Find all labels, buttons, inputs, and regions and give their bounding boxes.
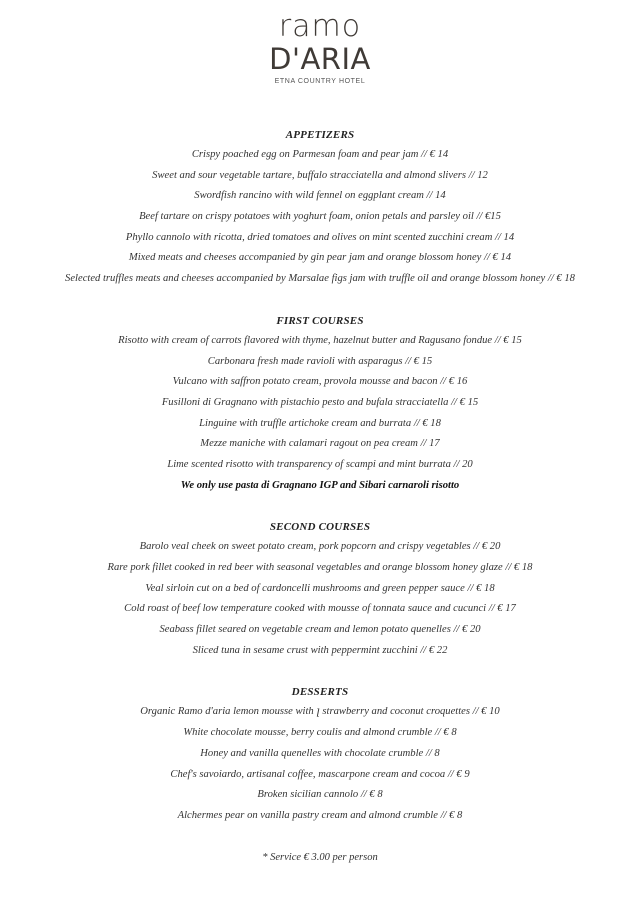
menu-item: Broken sicilian cannolo // € 8 [257, 789, 383, 801]
section-divider [0, 827, 640, 848]
menu-item: Rare pork fillet cooked in red beer with seasonal vegetables and orange blossom honey glaze // € 18 [107, 562, 533, 573]
logo-wordmark-daria: D'ARIA [269, 42, 371, 76]
section-title-first-courses: FIRST COURSES [276, 314, 364, 327]
menu-item: Seabass fillet seared on vegetable cream and lemon potato quenelles // € 20 [159, 624, 481, 636]
menu-item: Risotto with cream of carrots flavored with thyme, hazelnut butter and Ragusano fondue // € 15 [118, 334, 522, 346]
menu-item: Honey and vanilla quenelles with chocolate crumble // 8 [200, 747, 440, 759]
section-second-courses [0, 517, 640, 661]
pasta-note: We only use pasta di Gragnano IGP and Sibari carnaroli risotto [180, 479, 460, 491]
menu-item: Lime scented risotto with transparency of scampi and mint burrata // 20 [167, 458, 473, 470]
menu-body [0, 125, 640, 868]
section-divider [0, 496, 640, 517]
menu-item: Organic Ramo d'aria lemon mousse with ꞁ strawberry and coconut croquettes // € 10 [140, 706, 500, 718]
section-first-courses [0, 311, 640, 497]
section-title-second-courses: SECOND COURSES [269, 521, 371, 534]
section-title-appetizers: APPETIZERS [285, 129, 355, 141]
section-divider [0, 661, 640, 682]
menu-item: Linguine with truffle artichoke cream and burrata // € 18 [199, 417, 441, 429]
menu-item: Carbonara fresh made ravioli with asparagus // € 15 [207, 355, 433, 367]
menu-item: Vulcano with saffron potato cream, provola mousse and bacon // € 16 [172, 376, 468, 388]
logo-tagline: ETNA COUNTRY HOTEL [274, 78, 366, 85]
section-divider [0, 290, 640, 311]
menu-item: Phyllo cannolo with ricotta, dried tomatoes and olives on mint scented zucchini cream // 14 [125, 231, 515, 243]
menu-item: Chef's savoiardo, artisanal coffee, mascarpone cream and cocoa // € 9 [170, 768, 470, 780]
menu-item: Selected truffles meats and cheeses accompanied by Marsalae figs jam with truffle oil and orange blossom honey // € 18 [65, 273, 575, 285]
service-charge-note: * Service € 3.00 per person [262, 851, 378, 863]
menu-item: Cold roast of beef low temperature cooked with mousse of tonnata sauce and cucunci // € 17 [124, 603, 516, 615]
section-title-desserts: DESSERTS [291, 686, 349, 699]
menu-item: Fusilloni di Gragnano with pistachio pesto and bufala stracciatella // € 15 [161, 396, 479, 408]
menu-item: Beef tartare on crispy potatoes with yoghurt foam, onion petals and parsley oil // €15 [139, 211, 501, 223]
hotel-logo [0, 9, 640, 85]
menu-item: Mezze maniche with calamari ragout on pea cream // 17 [200, 438, 440, 450]
menu-item: Sweet and sour vegetable tartare, buffalo stracciatella and almond slivers // 12 [152, 169, 488, 181]
menu-item: Barolo veal cheek on sweet potato cream, pork popcorn and crispy vegetables // € 20 [139, 541, 501, 553]
menu-item: Swordfish rancino with wild fennel on eggplant cream // 14 [194, 190, 446, 202]
section-appetizers [0, 125, 640, 290]
menu-item: White chocolate mousse, berry coulis and almond crumble // € 8 [183, 727, 457, 739]
menu-item: Mixed meats and cheeses accompanied by gin pear jam and orange blossom honey // € 14 [128, 252, 512, 264]
menu-item: Sliced tuna in sesame crust with peppermint zucchini // € 22 [192, 644, 448, 656]
section-desserts [0, 682, 640, 826]
logo-wordmark-ramo: ramo [278, 9, 362, 44]
menu-item: Alchermes pear on vanilla pastry cream and almond crumble // € 8 [177, 809, 463, 821]
menu-item: Crispy poached egg on Parmesan foam and pear jam // € 14 [191, 149, 449, 160]
menu-item: Veal sirloin cut on a bed of cardoncelli mushrooms and green pepper sauce // € 18 [145, 582, 495, 594]
